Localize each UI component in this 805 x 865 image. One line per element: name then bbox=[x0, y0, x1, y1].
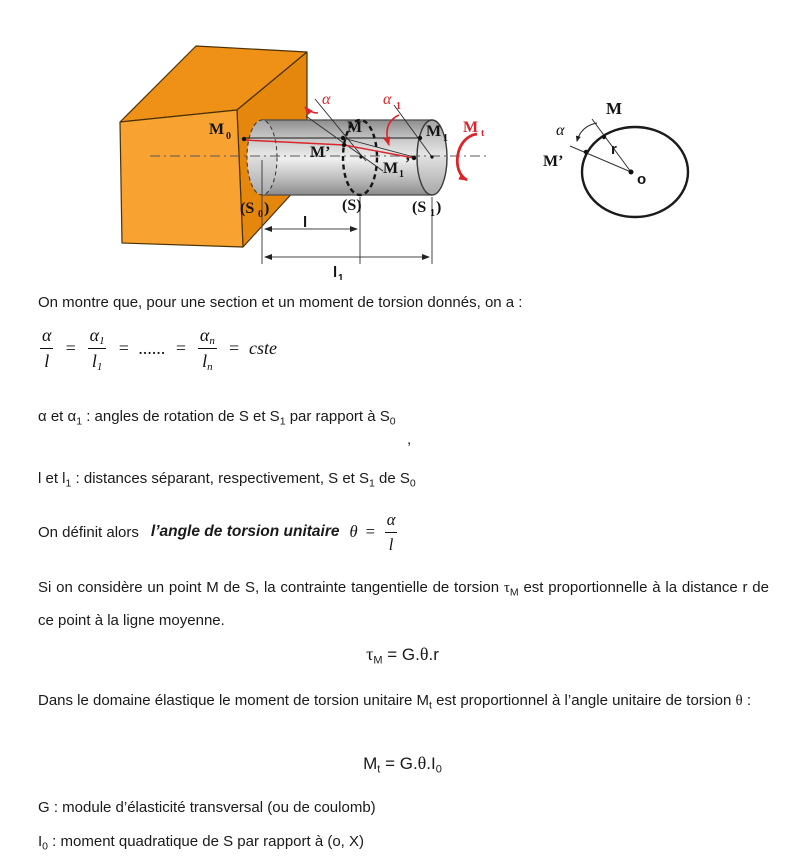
fraction-alpha1-l1 bbox=[86, 325, 109, 374]
circle-label-o: o bbox=[637, 171, 647, 188]
frac3-den: l n bbox=[198, 348, 217, 371]
point-s1-center bbox=[430, 155, 433, 158]
circle-point-m-prime bbox=[584, 150, 588, 154]
label-m0-sub: 0 bbox=[226, 131, 231, 142]
frac3-num: α n bbox=[199, 325, 215, 348]
alpha-definition-line: α et $\alpha_1$ : angles de rotation de S et $S_1$ par rapport à $S_0$ bbox=[38, 408, 396, 428]
label-dim-l1-sub: 1 bbox=[338, 273, 344, 280]
torque-mt-arrow bbox=[457, 134, 477, 180]
g-definition-line: G : module d’élasticité transversal (ou de coulomb) bbox=[38, 799, 376, 816]
label-s0-sub: 0 bbox=[258, 209, 263, 220]
section-circle bbox=[582, 127, 688, 217]
elastic-domain-paragraph: Dans le domaine élastique le moment de torsion unitaire $M_t$ est proportionnel à l’angle unitaire de torsion θ : bbox=[38, 692, 752, 712]
point-m1 bbox=[418, 136, 422, 140]
unit-torsion-definition bbox=[38, 506, 399, 558]
label-mt-sub: t bbox=[481, 128, 485, 139]
constant-label: cste bbox=[248, 337, 277, 358]
define-prefix: On définit alors bbox=[38, 523, 139, 541]
ellipsis-dots: ...... bbox=[138, 337, 166, 358]
label-m1-prime-tick: ’ bbox=[405, 155, 411, 172]
equals-sign: = bbox=[64, 337, 77, 358]
label-s1-sub: 1 bbox=[430, 208, 435, 219]
theta-symbol: θ bbox=[349, 522, 358, 541]
ratio-chain-formula bbox=[38, 325, 277, 374]
label-m1-sub: 1 bbox=[443, 133, 448, 144]
equals-sign: = bbox=[117, 337, 130, 358]
circle-label-r: r bbox=[611, 141, 617, 158]
label-m1-prime: M bbox=[383, 160, 399, 177]
point-m0 bbox=[242, 137, 246, 141]
label-s0: (S bbox=[240, 200, 255, 217]
label-m: M bbox=[347, 119, 363, 136]
theta-frac-den: l bbox=[385, 532, 398, 553]
circle-label-m-prime: M’ bbox=[543, 153, 564, 170]
point-m-prime bbox=[342, 143, 346, 147]
circle-label-m: M bbox=[606, 99, 623, 118]
equals-sign: = bbox=[364, 522, 376, 541]
label-dim-l: l bbox=[303, 214, 308, 231]
frac1-num: α bbox=[42, 325, 52, 345]
label-alpha1-sub: 1 bbox=[396, 101, 401, 112]
fraction-alpha-l bbox=[38, 326, 55, 371]
section-circle-figure bbox=[543, 99, 688, 217]
fraction-alphan-ln bbox=[196, 325, 219, 374]
mt-equation: $M_t = G.\theta.I_0$ bbox=[363, 753, 442, 776]
frac2-num: α 1 bbox=[89, 325, 105, 348]
label-s: (S) bbox=[342, 197, 362, 214]
frac1-den: l bbox=[40, 348, 53, 371]
alpha-arc-arrow bbox=[577, 123, 597, 141]
theta-formula bbox=[350, 511, 400, 553]
intro-paragraph: On montre que, pour une section et un moment de torsion donnés, on a : bbox=[38, 294, 523, 311]
point-m bbox=[341, 136, 345, 140]
label-m1: M bbox=[426, 123, 442, 140]
comma-artifact: , bbox=[407, 431, 412, 448]
circle-point-m bbox=[602, 135, 606, 139]
circle-center-o bbox=[629, 170, 634, 175]
block-front-face bbox=[120, 110, 243, 247]
label-m1-prime-sub: 1 bbox=[399, 169, 404, 180]
fraction-alpha-l-small bbox=[383, 511, 400, 553]
label-s1-close: ) bbox=[436, 199, 442, 216]
i0-definition-line: $I_0$ : moment quadratique de S par rapport à (o, X) bbox=[38, 833, 365, 853]
label-alpha1: α bbox=[383, 91, 392, 108]
point-m1-prime bbox=[412, 156, 416, 160]
label-dim-l1: l bbox=[333, 264, 338, 280]
label-s1: (S bbox=[412, 199, 427, 216]
label-m-prime: M’ bbox=[310, 144, 331, 161]
theta-frac-num: α bbox=[386, 510, 396, 530]
point-s-center bbox=[359, 155, 362, 158]
label-m0: M bbox=[209, 121, 225, 138]
label-mt: M bbox=[463, 119, 479, 136]
circle-label-alpha: α bbox=[556, 122, 565, 139]
frac2-den: l 1 bbox=[88, 348, 107, 371]
torsion-figure bbox=[0, 0, 805, 280]
define-emphasis: l’angle de torsion unitaire bbox=[150, 523, 340, 540]
tau-equation: $\tau_M = G.\theta.r$ bbox=[366, 644, 439, 667]
equals-sign: = bbox=[174, 337, 187, 358]
l-definition-line: l et $l_1$ : distances séparant, respectivement, S et $S_1$ de $S_0$ bbox=[38, 470, 416, 490]
label-s0-close: ) bbox=[264, 200, 270, 217]
label-alpha: α bbox=[322, 91, 331, 108]
tangential-stress-paragraph: Si on considère un point M de S, la contrainte tangentielle de torsion $\tau_M$ est proportionnelle à la distance r de ce point à la ligne moyenne. bbox=[38, 579, 769, 629]
equals-sign: = bbox=[227, 337, 240, 358]
